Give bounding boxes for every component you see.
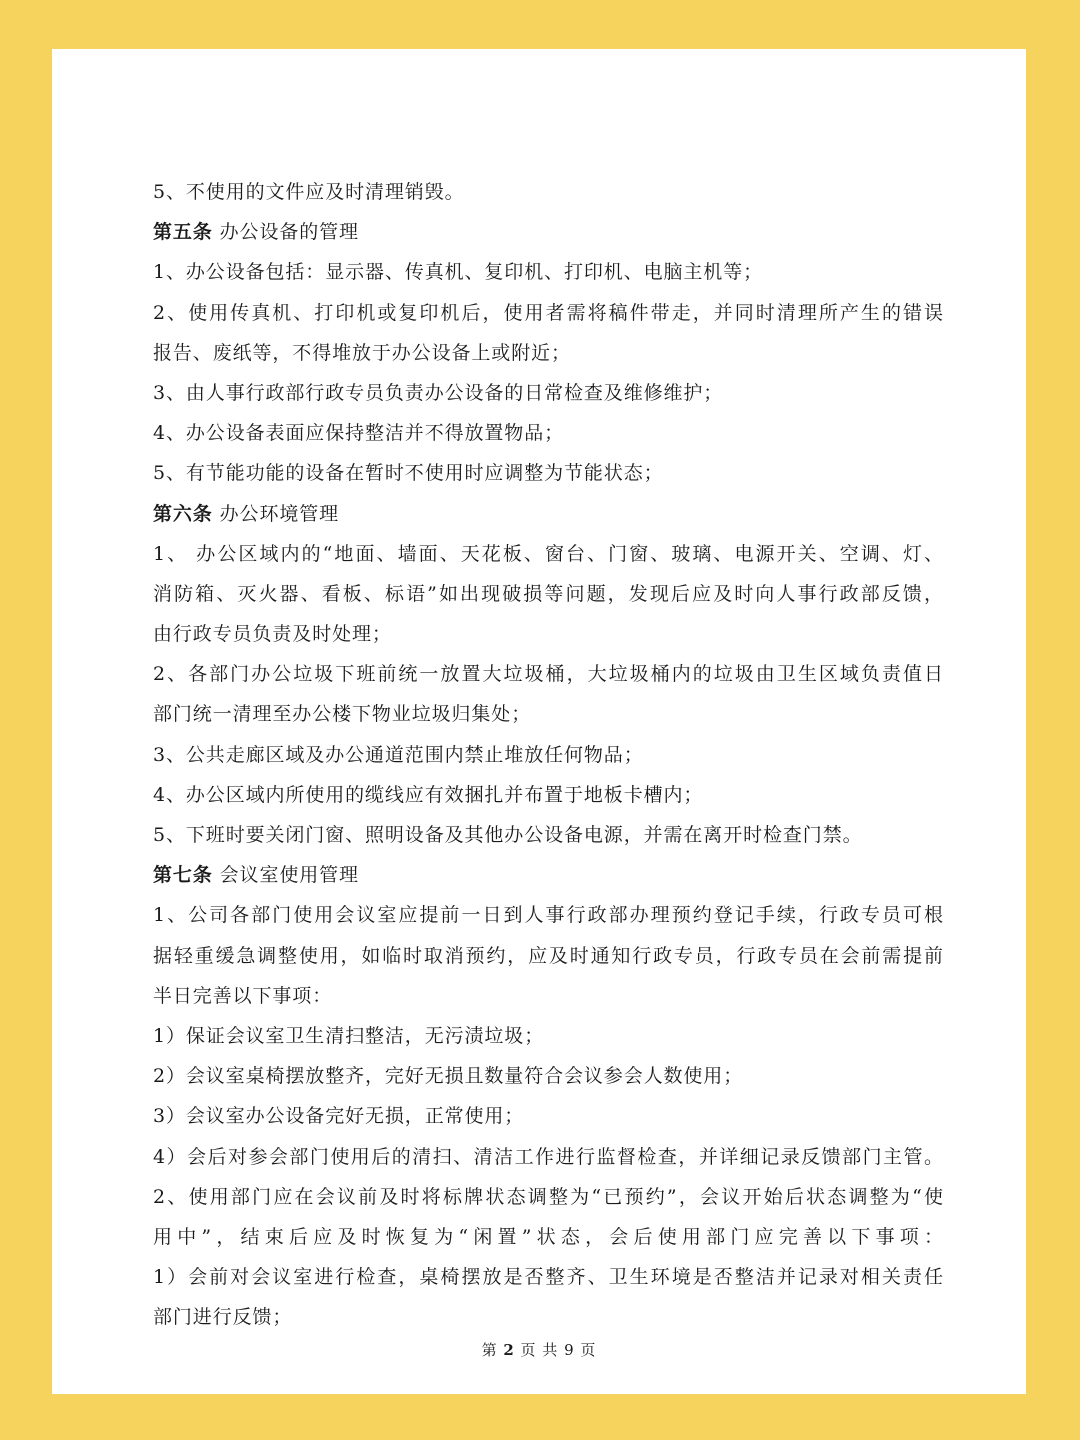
- footer-middle: 页 共: [514, 1341, 565, 1359]
- text-line: [153, 976, 943, 1016]
- text-line: [153, 1056, 943, 1096]
- line-text: 3、由人事行政部行政专员负责办公设备的日常检查及维修维护；: [153, 381, 724, 404]
- line-text: 报告、废纸等，不得堆放于办公设备上或附近；: [153, 341, 571, 364]
- line-text: 1、办公设备包括：显示器、传真机、复印机、打印机、电脑主机等；: [153, 261, 763, 284]
- text-line: [153, 1096, 943, 1136]
- text-line: [153, 252, 943, 292]
- line-text: 2、使用部门应在会议前及时将标牌状态调整为“已预约”，会议开始后状态调整为“使: [153, 1185, 943, 1208]
- text-line: [153, 1177, 943, 1217]
- line-text: 2、各部门办公垃圾下班前统一放置大垃圾桶，大垃圾桶内的垃圾由卫生区域负责值日: [153, 663, 943, 686]
- text-line: [153, 1137, 943, 1177]
- footer-prefix: 第: [481, 1341, 504, 1359]
- text-line: [153, 1257, 943, 1297]
- line-text: 5、不使用的文件应及时清理销毁。: [153, 181, 465, 203]
- line-text: 5、有节能功能的设备在暂时不使用时应调整为节能状态；: [153, 462, 664, 485]
- page-footer: [52, 1339, 1026, 1360]
- line-text: 用中”，结束后应及时恢复为“闲置”状态，会后使用部门应完善以下事项：: [153, 1225, 943, 1248]
- text-line: [153, 654, 943, 694]
- text-line: [153, 413, 943, 453]
- text-line: [153, 534, 943, 574]
- text-line: [153, 694, 943, 734]
- document-body: [153, 172, 943, 1337]
- line-text: 部门统一清理至办公楼下物业垃圾归集处；: [153, 703, 532, 726]
- total-page-count: 9: [564, 1341, 575, 1359]
- section-number: 第七条: [153, 864, 213, 887]
- section-number: 第五条: [153, 221, 213, 244]
- text-line: [153, 172, 943, 212]
- line-text: 1、公司各部门使用会议室应提前一日到人事行政部办理预约登记手续，行政专员可根: [153, 904, 943, 927]
- text-line: [153, 453, 943, 493]
- text-line: [153, 815, 943, 855]
- text-line: [153, 333, 943, 373]
- text-line: [153, 895, 943, 935]
- line-text: 半日完善以下事项：: [153, 984, 333, 1007]
- text-line: [153, 574, 943, 614]
- line-text: 3、公共走廊区域及办公通道范围内禁止堆放任何物品；: [153, 743, 644, 766]
- section-title: 会议室使用管理: [212, 864, 359, 887]
- section-heading: [153, 855, 943, 895]
- line-text: 消防箱、灭火器、看板、标语”如出现破损等问题，发现后应及时向人事行政部反馈，: [153, 582, 943, 605]
- line-text: 1）会前对会议室进行检查，桌椅摆放是否整齐、卫生环境是否整洁并记录对相关责任: [153, 1266, 943, 1289]
- line-text: 5、下班时要关闭门窗、照明设备及其他办公设备电源，并需在离开时检查门禁。: [153, 824, 863, 846]
- line-text: 2、使用传真机、打印机或复印机后，使用者需将稿件带走，并同时清理所产生的错误: [153, 301, 943, 324]
- text-line: [153, 293, 943, 333]
- text-line: [153, 373, 943, 413]
- text-line: [153, 735, 943, 775]
- line-text: 2）会议室桌椅摆放整齐，完好无损且数量符合会议参会人数使用；: [153, 1065, 744, 1088]
- document-page: [52, 49, 1026, 1394]
- footer-suffix: 页: [574, 1341, 597, 1359]
- line-text: 3）会议室办公设备完好无损，正常使用；: [153, 1105, 525, 1128]
- text-line: [153, 614, 943, 654]
- line-text: 据轻重缓急调整使用，如临时取消预约，应及时通知行政专员，行政专员在会前需提前: [153, 944, 943, 967]
- section-title: 办公设备的管理: [212, 221, 359, 244]
- line-text: 4、办公设备表面应保持整洁并不得放置物品；: [153, 422, 564, 445]
- current-page-number: 2: [503, 1341, 515, 1359]
- text-line: [153, 1297, 943, 1337]
- section-number: 第六条: [153, 502, 213, 525]
- line-text: 4、办公区域内所使用的缆线应有效捆扎并布置于地板卡槽内；: [153, 783, 704, 806]
- text-line: [153, 936, 943, 976]
- section-heading: [153, 212, 943, 252]
- text-line: [153, 1217, 943, 1257]
- line-text: 1、 办公区域内的“地面、墙面、天花板、窗台、门窗、玻璃、电源开关、空调、灯、: [153, 542, 943, 565]
- line-text: 由行政专员负责及时处理；: [153, 623, 392, 646]
- text-line: [153, 775, 943, 815]
- line-text: 1）保证会议室卫生清扫整洁，无污渍垃圾；: [153, 1024, 545, 1047]
- text-line: [153, 1016, 943, 1056]
- section-title: 办公环境管理: [212, 502, 340, 525]
- line-text: 4）会后对参会部门使用后的清扫、清洁工作进行监督检查，并详细记录反馈部门主管。: [153, 1145, 943, 1168]
- section-heading: [153, 494, 943, 534]
- line-text: 部门进行反馈；: [153, 1306, 293, 1329]
